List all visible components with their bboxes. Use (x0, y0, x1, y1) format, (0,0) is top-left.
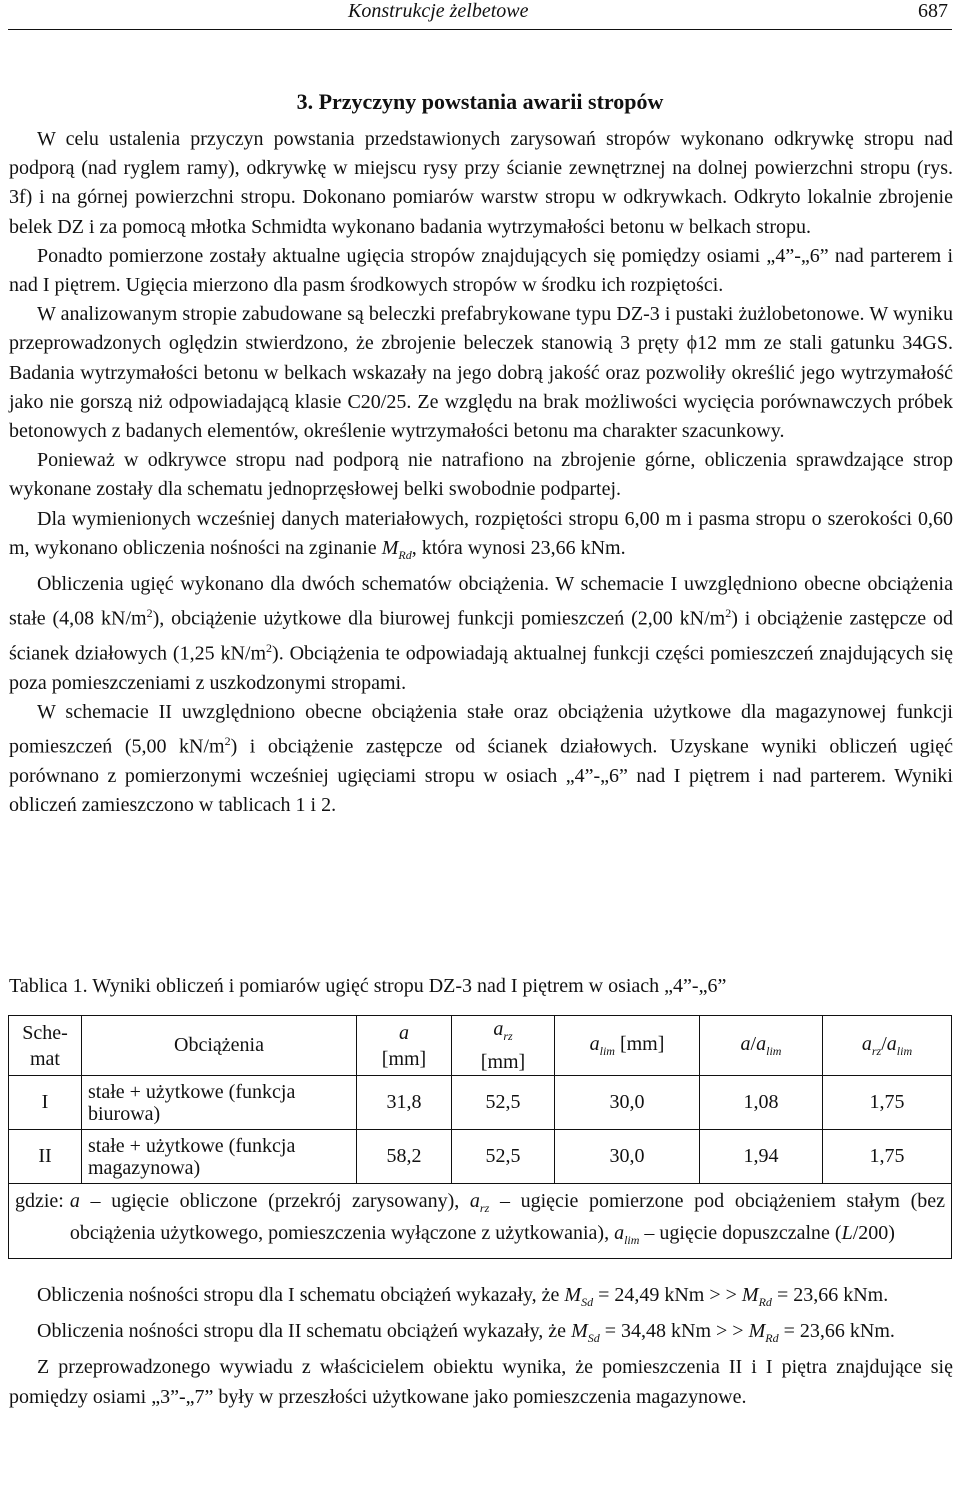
header-ratio-a: $a/a_{lim}$ (700, 1016, 823, 1076)
paragraph: Obliczenia nośności stropu dla I schematu obciążeń wykazały, że $M_{Sd} = 24,49$ kNm > > $M_{Rd} = 23,66$ kNm. (37, 1284, 889, 1309)
cell-a-lim: 30,0 (555, 1130, 700, 1184)
table-row (9, 1130, 952, 1184)
header-a-lim: $a_{lim}$ [mm] (555, 1016, 700, 1076)
results-table (8, 1015, 952, 1259)
conclusion-text (9, 1281, 953, 1412)
page-number: 687 (918, 0, 948, 22)
running-header (0, 0, 960, 30)
paragraph: W analizowanym stropie zabudowane są beleczki prefabrykowane typu DZ-3 i pustaki żużlobetonowe. W wyniku przeprowadzonych oględzin stwierdzono, że zbrojenie beleczek stanowią 3 pręty ϕ12 mm ze stali gatunku 34GS. Badania wytrzymałości betonu w belkach wskazały na jego dobrą jakość oraz pozwoliły określić jego wytrzymałość jako nie gorszą niż odpowiadającą klasie C20/25. Ze względu na brak możliwości wycięcia porównawczych próbek betonowych z badanych elementów, określenie wytrzymałości betonu ma charakter szacunkowy. (9, 303, 953, 443)
cell-schemat: I (9, 1076, 82, 1130)
note-text: a – ugięcie obliczone (przekrój zarysowany), $a_{rz}$ – ugięcie pomierzone pod obciążeniem stałym (bez obciążenia użytkowego, pomieszczenia wyłączone z użytkowania), $a_{lim}$ – ugięcie dopuszczalne (L/200) (69, 1190, 945, 1247)
header-obciazenia: Obciążenia (82, 1016, 357, 1076)
table-caption: Tablica 1. Wyniki obliczeń i pomiarów ugięć stropu DZ-3 nad I piętrem w osiach „4”-„6” (9, 975, 727, 997)
note-lead: gdzie: (15, 1190, 64, 1212)
table-note-row (9, 1184, 952, 1259)
table-row (9, 1076, 952, 1130)
header-rule (8, 29, 952, 30)
cell-a-rz: 52,5 (452, 1076, 555, 1130)
cell-load: stałe + użytkowe (funkcja biurowa) (82, 1076, 357, 1130)
paragraph: Ponieważ w odkrywce stropu nad podporą nie natrafiono na zbrojenie górne, obliczenia sprawdzające strop wykonane zostały dla schematu jednoprzęsłowej belki swobodnie podpartej. (9, 449, 953, 501)
paragraph: Obliczenia nośności stropu dla II schematu obciążeń wykazały, że $M_{Sd} = 34,48$ kNm > > $M_{Rd} = 23,66$ kNm. (37, 1320, 895, 1346)
cell-a-lim: 30,0 (555, 1076, 700, 1130)
cell-a: 58,2 (357, 1130, 452, 1184)
cell-ratio-a: 1,08 (700, 1076, 823, 1130)
cell-ratio-arz: 1,75 (823, 1076, 952, 1130)
header-schemat: Sche-mat (9, 1016, 82, 1076)
cell-a-rz: 52,5 (452, 1130, 555, 1184)
section-title: 3. Przyczyny powstania awarii stropów (296, 89, 664, 114)
paragraph: Z przeprowadzonego wywiadu z właścicielem obiektu wynika, że pomieszczenia II i I piętra znajdujące się pomiędzy osiami „3”-„7” były w przeszłości użytkowane jako pomieszczenia magazynowe. (9, 1356, 953, 1408)
header-a-rz: $a_{rz}$ [mm] (452, 1016, 555, 1076)
paragraph: Ponadto pomierzone zostały aktualne ugięcia stropów znajdujących się pomiędzy osiami „4”-„6” nad parterem i nad I piętrem. Ugięcia mierzono dla pasm środkowych stropów w środku ich rozpiętości. (9, 244, 953, 297)
body-text (9, 125, 953, 821)
paragraph: Dla wymienionych wcześniej danych materiałowych, rozpiętości stropu 6,00 m i pasma stropu o szerokości 0,60 m, wykonano obliczenia nośności na zginanie $M_{Rd}$, która wynosi 23,66 kNm. (9, 507, 953, 562)
table-note (9, 1184, 952, 1259)
table-header-row (9, 1016, 952, 1076)
paragraph: W schemacie II uwzględniono obecne obciążenia stałe oraz obciążenia użytkowe dla magazynowej funkcji pomieszczeń (5,00 $kN/m^2$) i obciążenie zastępcze od ścianek działowych. Uzyskane wyniki obliczeń ugięć porównano z pomierzonymi wcześniej ugięciami stropu w osiach „4”-„6” nad I piętrem i nad parterem. Wyniki obliczeń zamieszczono w tablicach 1 i 2. (9, 701, 953, 817)
cell-ratio-arz: 1,75 (823, 1130, 952, 1184)
cell-ratio-a: 1,94 (700, 1130, 823, 1184)
cell-load: stałe + użytkowe (funkcja magazynowa) (82, 1130, 357, 1184)
paragraph: Obliczenia ugięć wykonano dla dwóch schematów obciążenia. W schemacie I uwzględniono obecne obciążenia stałe (4,08 $kN/m^2$), obciążenie użytkowe dla biurowej funkcji pomieszczeń (2,00 $kN/m^2$) i obciążenie zastępcze od ścianek działowych (1,25 $kN/m^2$). Obciążenia te odpowiadają aktualnej funkcji części pomieszczeń znajdujących się poza pomieszczeniami z uszkodzonymi stropami. (9, 573, 953, 694)
paragraph: W celu ustalenia przyczyn powstania przedstawionych zarysowań stropów wykonano odkrywkę stropu nad podporą (nad ryglem ramy), odkrywkę w miejscu rysy przy ścianie zewnętrznej na dolnej powierzchni stropu (rys. 3f) i na górnej powierzchni stropu. Dokonano pomiarów warstw stropu w odkrywkach. Odkryto lokalnie zbrojenie belek DZ i za pomocą młotka Schmidta wykonano badania wytrzymałości betonu w belkach stropu. (9, 128, 953, 238)
cell-schemat: II (9, 1130, 82, 1184)
cell-a: 31,8 (357, 1076, 452, 1130)
header-a: a [mm] (357, 1016, 452, 1076)
running-title: Konstrukcje żelbetowe (348, 0, 529, 22)
header-ratio-arz: $a_{rz}/a_{lim}$ (823, 1016, 952, 1076)
